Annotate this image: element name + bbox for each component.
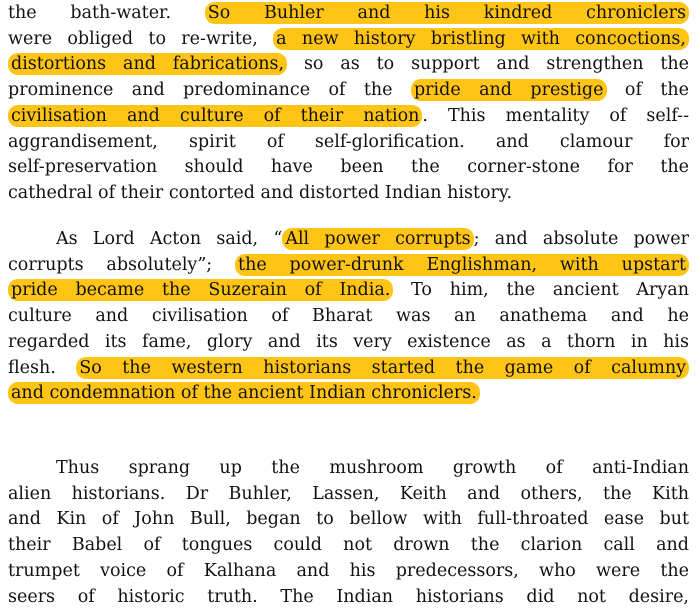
body-text: Thus sprang up the mushroom growth of anti-Indian: [56, 458, 689, 478]
body-text: culture and civilisation of Bharat was an anathema and he: [8, 306, 689, 327]
text-line: [8, 585, 689, 609]
body-text: To him, the ancient Aryan: [393, 280, 689, 301]
body-text: cathedral of their contorted and distorted Indian history.: [8, 182, 513, 203]
text-line: [8, 356, 689, 380]
text-line: [8, 507, 689, 531]
text-line: [8, 533, 689, 557]
body-text: As Lord Acton said, “: [56, 229, 283, 249]
body-text: self-preservation should have been the corner-stone for the: [8, 157, 689, 178]
body-text: aggrandisement, spirit of self-glorification. and clamour for: [8, 131, 689, 152]
body-text: flesh.: [8, 357, 77, 378]
body-text: corrupts absolutely”;: [8, 254, 236, 275]
body-text: and Kin of John Bull, began to bellow with full-throated ease but: [8, 509, 689, 530]
highlighted-text: the power-drunk Englishman, with upstart: [235, 254, 689, 276]
highlighted-text: a new history bristling with concoctions,: [273, 28, 689, 50]
text-line: [8, 181, 689, 205]
text-line: [8, 78, 689, 102]
body-text: prominence and predominance of the: [8, 80, 411, 101]
body-text: seers of historic truth. The Indian historians did not desire,: [8, 586, 689, 607]
highlighted-text: and condemnation of the ancient Indian chroniclers.: [8, 382, 480, 404]
text-line: [8, 559, 689, 583]
body-text: were obliged to re-write,: [8, 28, 274, 49]
text-line: [8, 482, 689, 506]
text-line: [8, 130, 689, 154]
highlighted-text: civilisation and culture of their nation: [8, 105, 422, 127]
body-text: so as to support and strengthen the: [287, 54, 689, 75]
text-line: [8, 52, 689, 76]
text-line: [8, 381, 689, 405]
highlighted-text: pride and prestige: [411, 79, 607, 101]
highlighted-text: pride became the Suzerain of India.: [8, 279, 393, 301]
text-line: [8, 253, 689, 277]
body-text: the bath-water.: [8, 3, 205, 23]
text-line: [56, 456, 689, 480]
text-line: [8, 1, 689, 25]
body-text: ; and absolute power: [473, 229, 689, 249]
body-text: alien historians. Dr Buhler, Lassen, Keith and others, the Kith: [8, 483, 689, 504]
body-text: regarded its fame, glory and its very existence as a thorn in his: [8, 331, 689, 352]
body-text: trumpet voice of Kalhana and his predecessors, who were the: [8, 560, 689, 581]
highlighted-text: distortions and fabrications,: [8, 53, 287, 75]
highlighted-text: So Buhler and his kindred chroniclers: [205, 2, 689, 24]
body-text: their Babel of tongues could not drown the clarion call and: [8, 535, 689, 556]
text-line: [8, 278, 689, 302]
text-line: [8, 330, 689, 354]
body-text: . This mentality of self--: [422, 105, 689, 126]
body-text: of the: [606, 80, 689, 101]
text-line: [8, 304, 689, 328]
highlighted-text: So the western historians started the game of calumny: [76, 357, 689, 379]
text-line: [8, 27, 689, 51]
highlighted-text: All power corrupts: [282, 228, 473, 250]
text-line: [8, 104, 689, 128]
text-line: [8, 155, 689, 179]
text-line: [56, 227, 689, 251]
